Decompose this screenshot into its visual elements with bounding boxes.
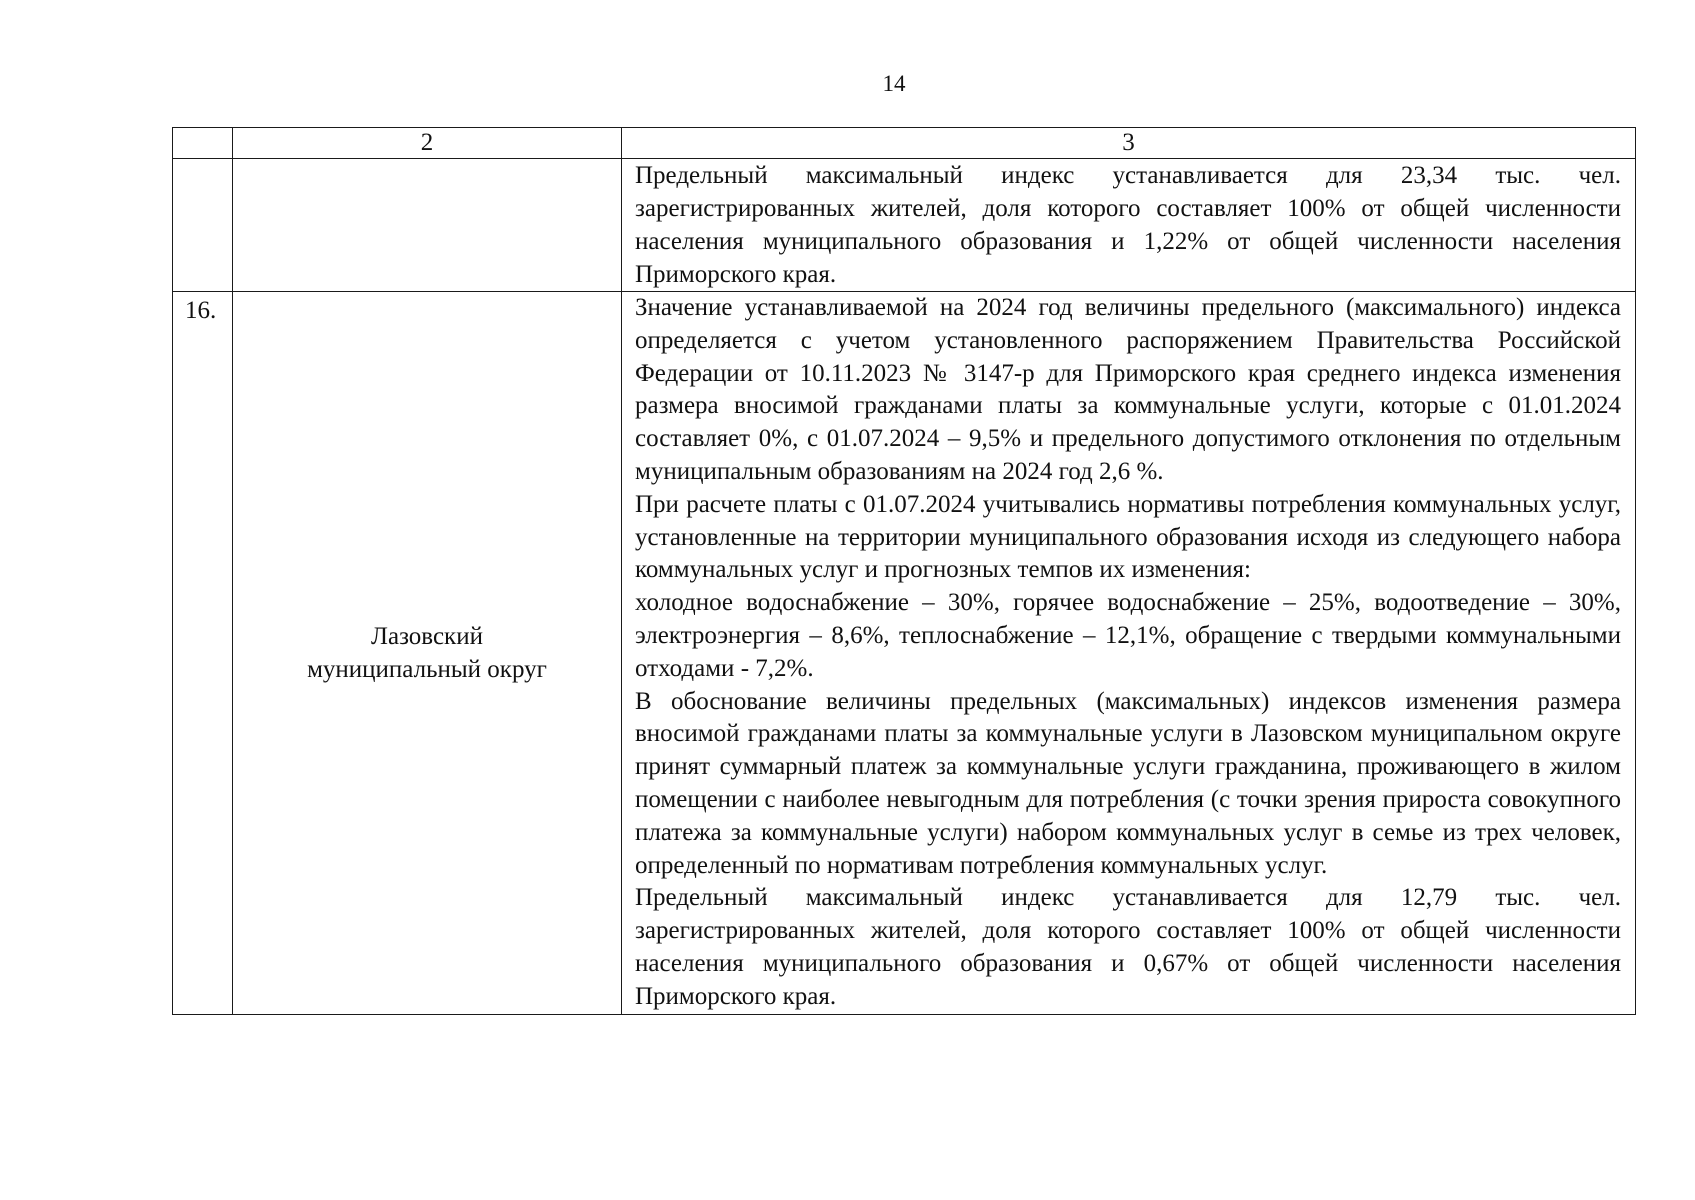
document-table [172,127,1636,1015]
paragraph-calculation-basis: При расчете платы с 01.07.2024 учитывались нормативы потребления коммунальных услуг, установленные на территории муниципального образования исходя из следующего набора коммунальных услуг и прогнозных темпов их изменения: [635,490,1621,584]
row-number-cell: 16. [173,292,233,1015]
header-col-2: 2 [233,128,622,159]
page-number: 14 [882,71,906,96]
paragraph-justification: В обоснование величины предельных (максимальных) индексов изменения размера вносимой гражданами платы за коммунальные услуги в Лазовском муниципальном округе принят суммарный платеж за коммунальные услуги гражданина, проживающего в жилом помещении с наиболее невыгодным для потребления (с точки зрения прироста совокупного платежа за коммунальные услуги) набором коммунальных услуг в семье из трех человек, определенный по нормативам потребления коммунальных услуг. [635,687,1621,879]
header-col-1 [173,128,233,159]
table-row-16 [173,292,1636,1015]
row-number-cell [173,159,233,292]
paragraph: Предельный максимальный индекс устанавливается для 23,34 тыс. чел. зарегистрированных жителей, доля которого составляет 100% от общей численности населения муниципального образования и 1,22% от общей численности населения Приморского края. [635,162,1621,288]
municipality-name-line-2: муниципальный округ [307,655,547,683]
paragraph-services-rates: холодное водоснабжение – 30%, горячее водоснабжение – 25%, водоотведение – 30%, электроэнергия – 8,6%, теплоснабжение – 12,1%, обращение с твердыми коммунальными отходами - 7,2%. [635,589,1621,682]
paragraph-population-share: Предельный максимальный индекс устанавливается для 12,79 тыс. чел. зарегистрированных жителей, доля которого составляет 100% от общей численности населения муниципального образования и 0,67% от общей численности населения Приморского края. [635,884,1621,1010]
municipality-name-line-1: Лазовский [371,622,483,650]
row-text-cell [622,292,1636,1015]
row-name-cell [233,159,622,292]
table-row-continuation [173,159,1636,292]
paragraph-index-basis: Значение устанавливаемой на 2024 год величины предельного (максимального) индекса определяется с учетом установленного распоряжением Правительства Российской Федерации от 10.11.2023 № 3147-р для Приморского края среднего индекса изменения размера вносимой гражданами платы за коммунальные услуги, которые с 01.01.2024 составляет 0%, с 01.07.2024 – 9,5% и предельного допустимого отклонения по отдельным муниципальным образованиям на 2024 год 2,6 %. [635,294,1621,485]
table-header-row [173,128,1636,159]
row-text-cell [622,159,1636,292]
municipality-name-cell [233,292,622,1015]
header-col-3: 3 [622,128,1636,159]
